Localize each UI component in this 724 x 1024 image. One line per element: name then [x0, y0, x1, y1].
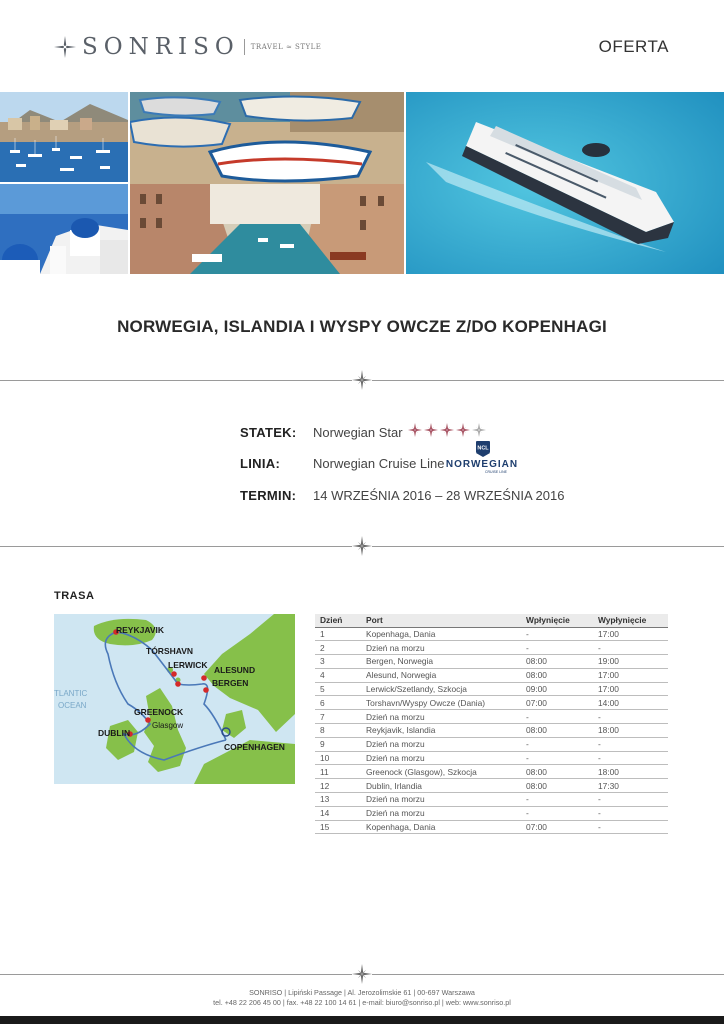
table-cell: 07:00 — [521, 820, 593, 834]
star-rating-empty-icon — [472, 423, 486, 437]
term-value: 14 WRZEŚNIA 2016 – 28 WRZEŚNIA 2016 — [313, 488, 565, 503]
table-cell: 5 — [315, 682, 361, 696]
map-label-dublin: DUBLIN — [98, 728, 131, 738]
table-cell: 7 — [315, 710, 361, 724]
table-cell: Dzień na morzu — [361, 751, 521, 765]
sonriso-logo — [54, 34, 321, 60]
table-cell: 10 — [315, 751, 361, 765]
page-title: NORWEGIA, ISLANDIA I WYSPY OWCZE Z/DO KOPENHAGI — [117, 317, 607, 336]
table-cell: - — [521, 710, 593, 724]
photo-collage — [0, 92, 724, 274]
table-row — [315, 668, 668, 682]
map-label-bergen: BERGEN — [212, 678, 249, 688]
table-cell: Bergen, Norwegia — [361, 655, 521, 669]
map-label-glasgow: Glasgow — [152, 721, 184, 730]
photo-cruise-ship — [406, 92, 724, 274]
compass-star-icon — [352, 536, 372, 556]
table-cell: 18:00 — [593, 724, 668, 738]
brand-tagline: TRAVEL ≈ STYLE — [250, 43, 322, 51]
table-cell: 17:00 — [593, 627, 668, 641]
table-cell: 1 — [315, 627, 361, 641]
table-row — [315, 806, 668, 820]
star-rating-icon — [456, 423, 470, 437]
route-heading: TRASA — [54, 590, 95, 602]
line-label: LINIA: — [240, 456, 281, 471]
photo-venice-canal — [130, 184, 404, 274]
table-cell: 3 — [315, 655, 361, 669]
table-row — [315, 682, 668, 696]
column-header: Wypłynięcie — [593, 614, 668, 627]
table-cell: 17:00 — [593, 668, 668, 682]
ncl-logo-text: NORWEGIAN — [445, 459, 519, 470]
table-cell: Dzień na morzu — [361, 806, 521, 820]
table-cell: - — [593, 820, 668, 834]
table-row — [315, 751, 668, 765]
table-cell: Greenock (Glasgow), Szkocja — [361, 765, 521, 779]
table-cell: Kopenhaga, Dania — [361, 820, 521, 834]
itinerary-table — [315, 614, 668, 834]
table-cell: Reykjavik, Islandia — [361, 724, 521, 738]
map-label-lerwick: LERWICK — [168, 660, 208, 670]
map-label-torshavn: TÓRSHAVN — [146, 646, 194, 656]
table-cell: - — [593, 806, 668, 820]
brand-separator — [244, 39, 245, 55]
table-cell: - — [593, 751, 668, 765]
ncl-logo-sub: CRUISE LINE — [485, 470, 507, 474]
table-cell: Dzień na morzu — [361, 793, 521, 807]
column-header: Dzień — [315, 614, 361, 627]
table-cell: 08:00 — [521, 668, 593, 682]
map-label-atlantic: TLANTIC — [54, 689, 88, 698]
table-cell: Dzień na morzu — [361, 737, 521, 751]
ship-label: STATEK: — [240, 425, 297, 440]
map-label-greenock: GREENOCK — [134, 707, 184, 717]
column-header: Port — [361, 614, 521, 627]
table-cell: 08:00 — [521, 655, 593, 669]
table-cell: 6 — [315, 696, 361, 710]
table-cell: 08:00 — [521, 765, 593, 779]
table-cell: 11 — [315, 765, 361, 779]
table-cell: Alesund, Norwegia — [361, 668, 521, 682]
table-header-row — [315, 614, 668, 627]
bottom-bar — [0, 1016, 724, 1024]
section-divider — [0, 534, 724, 558]
footer-address: SONRISO | Lipiński Passage | Al. Jerozolimskie 61 | 00-697 Warszawa — [249, 988, 475, 997]
table-row — [315, 779, 668, 793]
table-cell: - — [593, 710, 668, 724]
star-rating-icon — [440, 423, 454, 437]
map-label-copenhagen: COPENHAGEN — [224, 742, 285, 752]
table-row — [315, 820, 668, 834]
table-cell: 17:30 — [593, 779, 668, 793]
table-cell: Torshavn/Wyspy Owcze (Dania) — [361, 696, 521, 710]
ncl-logo — [444, 441, 520, 475]
table-cell: - — [593, 793, 668, 807]
compass-star-icon — [352, 370, 372, 390]
ship-value: Norwegian Star — [313, 425, 403, 440]
table-cell: 2 — [315, 641, 361, 655]
table-cell: 4 — [315, 668, 361, 682]
map-label-ocean: OCEAN — [58, 701, 87, 710]
table-cell: - — [521, 641, 593, 655]
table-cell: Dzień na morzu — [361, 641, 521, 655]
table-cell: Dzień na morzu — [361, 710, 521, 724]
table-cell: 13 — [315, 793, 361, 807]
route-map — [54, 614, 295, 784]
footer-contact: tel. +48 22 206 45 00 | fax. +48 22 100 14 61 | e-mail: biuro@sonriso.pl | web: www.sonriso.pl — [213, 998, 511, 1007]
section-divider — [0, 368, 724, 392]
table-cell: 18:00 — [593, 765, 668, 779]
table-cell: Kopenhaga, Dania — [361, 627, 521, 641]
table-cell: - — [593, 641, 668, 655]
table-cell: 12 — [315, 779, 361, 793]
table-cell: - — [521, 627, 593, 641]
table-cell: 07:00 — [521, 696, 593, 710]
table-row — [315, 737, 668, 751]
photo-santorini — [0, 184, 128, 274]
table-cell: Dublin, Irlandia — [361, 779, 521, 793]
table-cell: 19:00 — [593, 655, 668, 669]
table-cell: Lerwick/Szetlandy, Szkocja — [361, 682, 521, 696]
table-cell: 9 — [315, 737, 361, 751]
table-cell: 15 — [315, 820, 361, 834]
table-row — [315, 724, 668, 738]
footer-divider — [0, 962, 724, 986]
table-cell: 08:00 — [521, 779, 593, 793]
table-row — [315, 793, 668, 807]
table-cell: 8 — [315, 724, 361, 738]
table-cell: 09:00 — [521, 682, 593, 696]
offer-label: OFERTA — [598, 37, 669, 56]
photo-harbour — [0, 92, 128, 182]
compass-star-icon — [352, 964, 372, 984]
table-row — [315, 710, 668, 724]
table-cell: 17:00 — [593, 682, 668, 696]
table-row — [315, 627, 668, 641]
table-cell: - — [521, 793, 593, 807]
column-header: Wpłynięcie — [521, 614, 593, 627]
compass-star-icon — [54, 36, 76, 58]
ship-rating — [408, 423, 486, 437]
table-cell: 14 — [315, 806, 361, 820]
table-cell: 14:00 — [593, 696, 668, 710]
page-header — [0, 0, 724, 90]
table-row — [315, 696, 668, 710]
table-cell: - — [521, 751, 593, 765]
table-cell: 08:00 — [521, 724, 593, 738]
ncl-badge-text: NCL — [477, 445, 489, 452]
star-rating-icon — [424, 423, 438, 437]
table-cell: - — [593, 737, 668, 751]
table-row — [315, 655, 668, 669]
table-row — [315, 765, 668, 779]
table-cell: - — [521, 737, 593, 751]
term-label: TERMIN: — [240, 488, 297, 503]
map-label-alesund: ALESUND — [214, 665, 256, 675]
line-value: Norwegian Cruise Line — [313, 456, 445, 471]
table-row — [315, 641, 668, 655]
map-label-reykjavik: REYKJAVIK — [116, 625, 165, 635]
star-rating-icon — [408, 423, 422, 437]
table-cell: - — [521, 806, 593, 820]
brand-name: SONRISO — [82, 34, 240, 60]
